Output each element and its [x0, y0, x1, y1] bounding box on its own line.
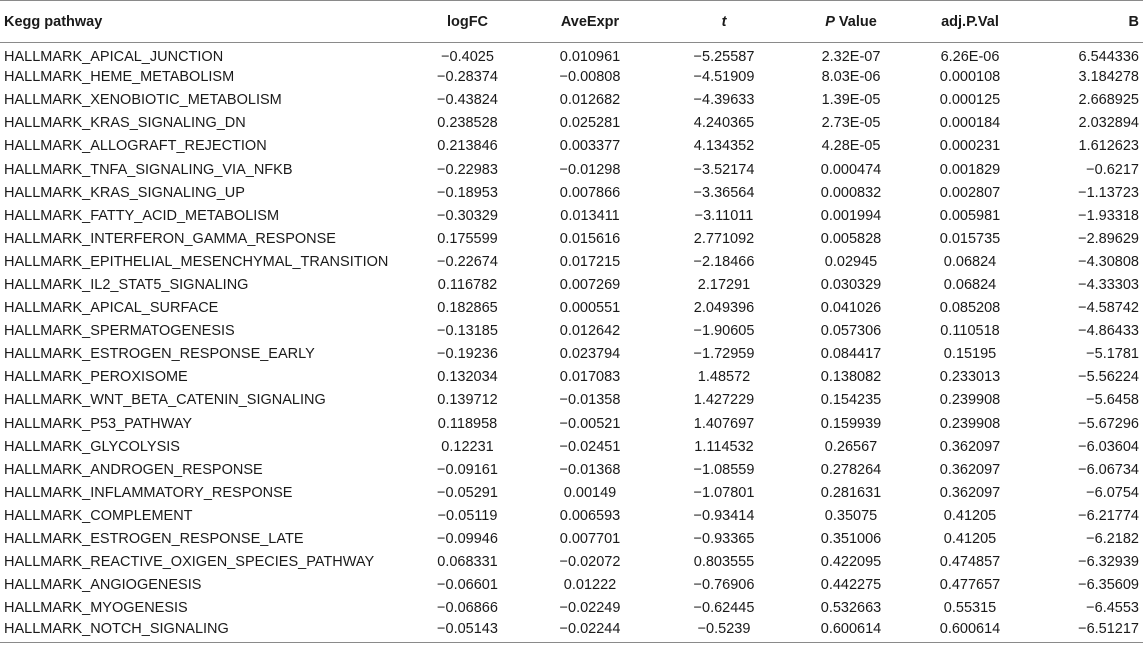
adj-p-val-cell: 0.362097 [939, 484, 1001, 501]
table-row [0, 389, 1143, 412]
pathway-cell: HALLMARK_MYOGENESIS [4, 600, 188, 617]
aveexpr-cell: 0.003377 [559, 138, 621, 155]
table-body [0, 43, 1143, 643]
logfc-cell: −0.13185 [437, 323, 498, 340]
aveexpr-cell: −0.01358 [559, 392, 621, 409]
adj-p-val-cell: 0.41205 [943, 507, 997, 524]
p-value-cell: 0.154235 [820, 392, 882, 409]
b-cell: 3.184278 [1078, 69, 1139, 86]
aveexpr-cell: 0.017215 [559, 253, 621, 270]
header-aveexpr: AveExpr [525, 1, 655, 43]
b-cell: −5.56224 [1078, 369, 1139, 386]
p-value-cell: 0.281631 [820, 484, 882, 501]
p-value-cell: 0.138082 [820, 369, 882, 386]
p-value-cell: 0.005828 [820, 230, 882, 247]
header-p-value [793, 1, 909, 43]
t-cell: 1.407697 [693, 415, 755, 432]
pathway-cell: HALLMARK_INFLAMMATORY_RESPONSE [4, 484, 293, 501]
t-cell: −1.08559 [693, 461, 755, 478]
aveexpr-cell: −0.00521 [559, 415, 621, 432]
t-cell: 2.771092 [693, 230, 755, 247]
t-cell: 4.134352 [693, 138, 755, 155]
aveexpr-cell: 0.013411 [560, 207, 620, 224]
b-cell: −1.93318 [1078, 207, 1139, 224]
t-cell: 2.17291 [697, 276, 751, 293]
table-row [0, 481, 1143, 504]
pathway-cell: HALLMARK_EPITHELIAL_MESENCHYMAL_TRANSITION [4, 253, 389, 270]
logfc-cell: −0.06866 [437, 600, 498, 617]
pathway-cell: HALLMARK_ANDROGEN_RESPONSE [4, 461, 263, 478]
logfc-cell: 0.12231 [441, 438, 494, 455]
aveexpr-cell: 0.00149 [563, 484, 617, 501]
adj-p-val-cell: 0.005981 [939, 207, 1001, 224]
t-cell: −0.5239 [655, 620, 793, 643]
t-cell: −3.52174 [693, 161, 755, 178]
logfc-cell: −0.4025 [441, 49, 494, 66]
logfc-cell: 0.116782 [437, 276, 498, 293]
adj-p-val-cell: 0.06824 [943, 276, 997, 293]
aveexpr-cell: 0.012642 [559, 323, 621, 340]
table-row [0, 43, 1143, 66]
b-cell: −4.30808 [1078, 253, 1139, 270]
b-cell: −5.1781 [1086, 346, 1139, 363]
table-row [0, 574, 1143, 597]
t-cell: −1.90605 [693, 323, 755, 340]
pathway-cell: HALLMARK_NOTCH_SIGNALING [0, 620, 410, 643]
pathway-cell: HALLMARK_ANGIOGENESIS [4, 577, 202, 594]
t-cell: −0.76906 [693, 577, 755, 594]
p-value-cell: 2.73E-05 [821, 115, 881, 132]
aveexpr-cell: 0.025281 [559, 115, 621, 132]
aveexpr-cell: −0.01298 [559, 161, 621, 178]
aveexpr-cell: −0.01368 [559, 461, 621, 478]
pathway-cell: HALLMARK_COMPLEMENT [4, 507, 193, 524]
b-cell: 1.612623 [1078, 138, 1139, 155]
b-cell: −5.67296 [1078, 415, 1139, 432]
b-cell: −6.03604 [1078, 438, 1139, 455]
aveexpr-cell: −0.02072 [559, 554, 621, 571]
logfc-cell: −0.05143 [410, 620, 525, 643]
aveexpr-cell: 0.012682 [559, 92, 621, 109]
b-cell: −6.06734 [1078, 461, 1139, 478]
logfc-cell: 0.139712 [437, 392, 498, 409]
pathway-cell: HALLMARK_PEROXISOME [4, 369, 188, 386]
b-cell: −0.6217 [1086, 161, 1139, 178]
adj-p-val-cell: 0.55315 [943, 600, 997, 617]
logfc-cell: 0.182865 [437, 300, 498, 317]
b-cell: −4.33303 [1078, 276, 1139, 293]
adj-p-val-cell: 0.000231 [939, 138, 1001, 155]
pathway-cell: HALLMARK_REACTIVE_OXIGEN_SPECIES_PATHWAY [4, 554, 375, 571]
t-cell: −4.51909 [693, 69, 755, 86]
logfc-cell: 0.068331 [437, 554, 498, 571]
table-row [0, 89, 1143, 112]
adj-p-val-cell: 0.000108 [939, 69, 1001, 86]
b-cell: 6.544336 [1078, 49, 1139, 66]
table-row [0, 435, 1143, 458]
table-row [0, 273, 1143, 296]
b-cell: 2.032894 [1078, 115, 1139, 132]
pathway-cell: HALLMARK_SPERMATOGENESIS [4, 323, 235, 340]
aveexpr-cell: 0.000551 [559, 300, 621, 317]
pathway-cell: HALLMARK_INTERFERON_GAMMA_RESPONSE [4, 230, 336, 247]
header-b: B [1031, 1, 1143, 43]
header-p-suffix: Value [834, 13, 877, 30]
table-row [0, 527, 1143, 550]
table-row [0, 135, 1143, 158]
t-cell: 0.803555 [693, 554, 755, 571]
header-p-italic: P [825, 13, 835, 30]
adj-p-val-cell: 0.15195 [943, 346, 997, 363]
header-t [655, 1, 793, 43]
logfc-cell: −0.19236 [437, 346, 498, 363]
logfc-cell: −0.28374 [437, 69, 498, 86]
pathway-cell: HALLMARK_IL2_STAT5_SIGNALING [4, 276, 249, 293]
t-cell: 1.427229 [693, 392, 755, 409]
p-value-cell: 0.442275 [820, 577, 882, 594]
aveexpr-cell: 0.007866 [559, 184, 621, 201]
table-header [0, 1, 1143, 43]
p-value-cell: 8.03E-06 [821, 69, 881, 86]
pathway-cell: HALLMARK_FATTY_ACID_METABOLISM [4, 207, 280, 224]
b-cell: −6.0754 [1086, 484, 1139, 501]
p-value-cell: 1.39E-05 [821, 92, 881, 109]
aveexpr-cell: −0.02244 [525, 620, 655, 643]
aveexpr-cell: 0.01222 [563, 577, 617, 594]
adj-p-val-cell: 0.239908 [939, 415, 1001, 432]
pathway-cell: HALLMARK_P53_PATHWAY [4, 415, 193, 432]
adj-p-val-cell: 0.085208 [939, 300, 1001, 317]
pathway-cell: HALLMARK_KRAS_SIGNALING_UP [4, 184, 245, 201]
adj-p-val-cell: 0.000184 [939, 115, 1001, 132]
adj-p-val-cell: 0.06824 [943, 253, 997, 270]
adj-p-val-cell: 0.362097 [939, 461, 1001, 478]
logfc-cell: −0.05119 [437, 507, 498, 524]
b-cell: −6.51217 [1031, 620, 1143, 643]
p-value-cell: 0.02945 [824, 253, 878, 270]
table-row [0, 458, 1143, 481]
logfc-cell: 0.132034 [437, 369, 498, 386]
adj-p-val-cell: 0.477657 [939, 577, 1001, 594]
pathway-cell: HALLMARK_HEME_METABOLISM [4, 69, 235, 86]
t-cell: −2.18466 [693, 253, 755, 270]
adj-p-val-cell: 0.001829 [939, 161, 1001, 178]
b-cell: −6.2182 [1086, 531, 1139, 548]
p-value-cell: 0.422095 [820, 554, 882, 571]
b-cell: 2.668925 [1078, 92, 1139, 109]
table-row [0, 227, 1143, 250]
t-cell: 1.48572 [697, 369, 751, 386]
b-cell: −4.58742 [1078, 300, 1139, 317]
table-row [0, 181, 1143, 204]
p-value-cell: 0.278264 [820, 461, 882, 478]
pathway-cell: HALLMARK_APICAL_SURFACE [4, 300, 219, 317]
table-row [0, 504, 1143, 527]
b-cell: −2.89629 [1078, 230, 1139, 247]
t-cell: −5.25587 [693, 49, 755, 66]
header-row [0, 1, 1143, 43]
p-value-cell: 0.000474 [820, 161, 882, 178]
table-row [0, 204, 1143, 227]
adj-p-val-cell: 0.239908 [939, 392, 1001, 409]
logfc-cell: 0.175599 [437, 230, 498, 247]
aveexpr-cell: 0.007269 [559, 276, 621, 293]
adj-p-val-cell: 0.002807 [939, 184, 1001, 201]
t-cell: 4.240365 [693, 115, 755, 132]
aveexpr-cell: 0.015616 [559, 230, 621, 247]
logfc-cell: 0.238528 [437, 115, 498, 132]
p-value-cell: 0.001994 [820, 207, 882, 224]
p-value-cell: 0.030329 [820, 276, 882, 293]
logfc-cell: −0.30329 [437, 207, 498, 224]
table-row [0, 112, 1143, 135]
table-row [0, 66, 1143, 89]
logfc-cell: −0.05291 [437, 484, 498, 501]
adj-p-val-cell: 0.600614 [909, 620, 1031, 643]
logfc-cell: −0.09946 [437, 531, 498, 548]
t-cell: −4.39633 [693, 92, 755, 109]
aveexpr-cell: 0.010961 [559, 49, 621, 66]
b-cell: −6.32939 [1078, 554, 1139, 571]
adj-p-val-cell: 0.015735 [939, 230, 1001, 247]
pathway-cell: HALLMARK_XENOBIOTIC_METABOLISM [4, 92, 282, 109]
header-kegg-pathway: Kegg pathway [0, 1, 410, 43]
logfc-cell: −0.18953 [437, 184, 498, 201]
adj-p-val-cell: 0.362097 [939, 438, 1001, 455]
pathway-cell: HALLMARK_ALLOGRAFT_REJECTION [4, 138, 267, 155]
t-cell: −0.62445 [693, 600, 755, 617]
logfc-cell: −0.22674 [437, 253, 498, 270]
adj-p-val-cell: 0.000125 [939, 92, 1001, 109]
p-value-cell: 0.532663 [820, 600, 882, 617]
p-value-cell: 0.35075 [824, 507, 878, 524]
p-value-cell: 0.600614 [793, 620, 909, 643]
b-cell: −6.35609 [1078, 577, 1139, 594]
table-row [0, 343, 1143, 366]
pathway-cell: HALLMARK_ESTROGEN_RESPONSE_EARLY [4, 346, 315, 363]
t-cell: −1.72959 [693, 346, 755, 363]
t-cell: −1.07801 [693, 484, 755, 501]
adj-p-val-cell: 0.110518 [940, 323, 1000, 340]
aveexpr-cell: −0.02249 [559, 600, 621, 617]
aveexpr-cell: 0.006593 [559, 507, 621, 524]
logfc-cell: 0.118958 [437, 415, 498, 432]
header-t-label: t [721, 13, 727, 30]
table-row [0, 297, 1143, 320]
aveexpr-cell: −0.00808 [559, 69, 621, 86]
b-cell: −5.6458 [1086, 392, 1139, 409]
pathway-cell: HALLMARK_WNT_BETA_CATENIN_SIGNALING [4, 392, 326, 409]
table-row [0, 250, 1143, 273]
logfc-cell: −0.43824 [437, 92, 498, 109]
table-row [0, 597, 1143, 620]
t-cell: −0.93414 [693, 507, 755, 524]
p-value-cell: 0.000832 [820, 184, 882, 201]
p-value-cell: 0.057306 [820, 323, 882, 340]
aveexpr-cell: −0.02451 [559, 438, 621, 455]
header-adj-p-val: adj.P.Val [909, 1, 1031, 43]
adj-p-val-cell: 0.41205 [943, 531, 997, 548]
t-cell: −3.11011 [694, 207, 754, 224]
logfc-cell: −0.22983 [437, 161, 498, 178]
logfc-cell: 0.213846 [437, 138, 498, 155]
pathway-cell: HALLMARK_TNFA_SIGNALING_VIA_NFKB [4, 161, 293, 178]
table-row [0, 366, 1143, 389]
header-logfc: logFC [410, 1, 525, 43]
logfc-cell: −0.06601 [437, 577, 498, 594]
p-value-cell: 4.28E-05 [821, 138, 881, 155]
p-value-cell: 0.159939 [820, 415, 882, 432]
b-cell: −6.4553 [1086, 600, 1139, 617]
p-value-cell: 0.26567 [824, 438, 878, 455]
p-value-cell: 0.041026 [820, 300, 882, 317]
p-value-cell: 0.351006 [820, 531, 882, 548]
b-cell: −1.13723 [1078, 184, 1139, 201]
table-row [0, 620, 1143, 643]
table-row [0, 320, 1143, 343]
pathway-cell: HALLMARK_KRAS_SIGNALING_DN [4, 115, 246, 132]
pathway-cell: HALLMARK_GLYCOLYSIS [4, 438, 180, 455]
b-cell: −4.86433 [1078, 323, 1139, 340]
adj-p-val-cell: 6.26E-06 [940, 49, 1000, 66]
table-row [0, 158, 1143, 181]
t-cell: −0.93365 [693, 531, 755, 548]
pathway-cell: HALLMARK_APICAL_JUNCTION [4, 49, 224, 66]
aveexpr-cell: 0.017083 [559, 369, 621, 386]
aveexpr-cell: 0.023794 [559, 346, 621, 363]
table-row [0, 412, 1143, 435]
pathway-cell: HALLMARK_ESTROGEN_RESPONSE_LATE [4, 531, 304, 548]
t-cell: 2.049396 [693, 300, 755, 317]
p-value-cell: 2.32E-07 [821, 49, 881, 66]
adj-p-val-cell: 0.474857 [939, 554, 1001, 571]
adj-p-val-cell: 0.233013 [939, 369, 1001, 386]
b-cell: −6.21774 [1078, 507, 1139, 524]
t-cell: 1.114532 [694, 438, 754, 455]
aveexpr-cell: 0.007701 [559, 531, 621, 548]
table-row [0, 551, 1143, 574]
t-cell: −3.36564 [693, 184, 755, 201]
p-value-cell: 0.084417 [820, 346, 882, 363]
logfc-cell: −0.09161 [437, 461, 498, 478]
